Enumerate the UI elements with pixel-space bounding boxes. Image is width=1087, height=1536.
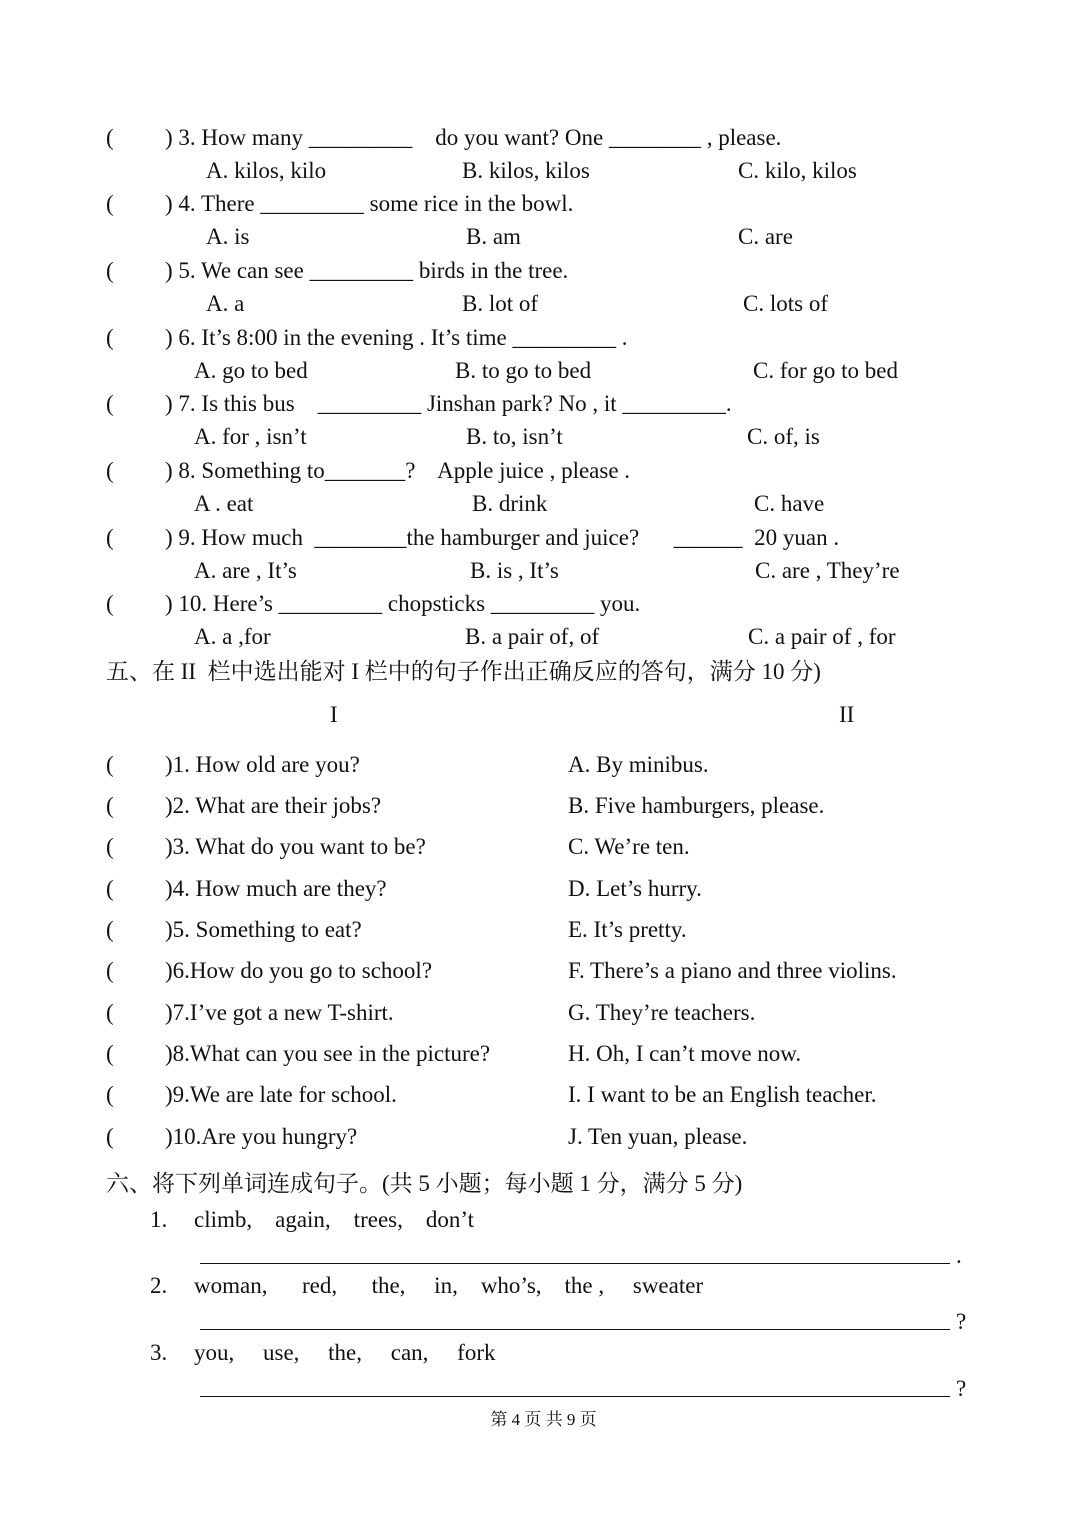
question-paren: ( [106,125,114,150]
match-right-item: C. We’re ten. [568,834,690,859]
match-right-item: D. Let’s hurry. [568,876,702,901]
end-punctuation: ? [956,1376,967,1401]
option-a: A. kilos, kilo [206,158,327,183]
option-a: A. are , It’s [194,558,297,583]
item-number: 2. [150,1273,168,1298]
match-paren: ( [106,752,114,777]
option-b: B. kilos, kilos [462,158,590,183]
column-i-header: I [330,702,338,727]
match-right-item: I. I want to be an English teacher. [568,1082,877,1107]
column-ii-header: II [839,702,855,727]
option-a: A. is [206,224,250,249]
option-c: C. are , They’re [755,558,900,583]
match-left-item: )9.We are late for school. [165,1082,397,1107]
option-c: C. have [754,491,825,516]
answer-line [200,1329,950,1330]
match-left-item: )7.I’ve got a new T-shirt. [165,1000,394,1025]
match-left-item: )10.Are you hungry? [165,1124,358,1149]
option-a: A. go to bed [194,358,308,383]
section-5-title: 五、在 II 栏中选出能对 I 栏中的句子作出正确反应的答句，满分 10 分) [106,659,821,684]
match-right-item: A. By minibus. [568,752,709,777]
question-text: ) 4. There _________ some rice in the bowl. [165,191,574,216]
question-paren: ( [106,191,114,216]
option-c: C. a pair of , for [748,624,896,649]
match-paren: ( [106,793,114,818]
match-paren: ( [106,1041,114,1066]
option-b: B. drink [472,491,548,516]
section-6-title: 六、将下列单词连成句子。(共 5 小题；每小题 1 分，满分 5 分) [106,1171,743,1196]
question-paren: ( [106,525,114,550]
question-paren: ( [106,325,114,350]
option-a: A. a [206,291,245,316]
answer-line [200,1263,950,1264]
option-b: B. to, isn’t [466,424,563,449]
match-left-item: )3. What do you want to be? [165,834,426,859]
option-b: B. to go to bed [455,358,592,383]
match-paren: ( [106,1082,114,1107]
match-left-item: )1. How old are you? [165,752,360,777]
option-c: C. of, is [747,424,820,449]
match-left-item: )6.How do you go to school? [165,958,433,983]
question-text: ) 9. How much ________the hamburger and juice? ______ 20 yuan . [165,525,840,550]
match-paren: ( [106,876,114,901]
question-text: ) 5. We can see _________ birds in the tree. [165,258,569,283]
question-text: ) 10. Here’s _________ chopsticks _________ you. [165,591,641,616]
word-list: woman, red, the, in, who’s, the , sweater [194,1273,704,1298]
end-punctuation: . [956,1243,962,1268]
item-number: 1. [150,1207,168,1232]
question-paren: ( [106,258,114,283]
match-right-item: J. Ten yuan, please. [568,1124,748,1149]
match-right-item: F. There’s a piano and three violins. [568,958,897,983]
match-paren: ( [106,958,114,983]
option-b: B. am [466,224,521,249]
match-left-item: )2. What are their jobs? [165,793,382,818]
question-text: ) 6. It’s 8:00 in the evening . It’s time _________ . [165,325,628,350]
end-punctuation: ? [956,1309,967,1334]
match-paren: ( [106,834,114,859]
option-c: C. lots of [743,291,828,316]
option-a: A . eat [194,491,254,516]
option-b: B. a pair of, of [465,624,600,649]
option-b: B. is , It’s [470,558,559,583]
match-paren: ( [106,1124,114,1149]
question-paren: ( [106,458,114,483]
option-c: C. for go to bed [753,358,899,383]
question-paren: ( [106,591,114,616]
match-paren: ( [106,1000,114,1025]
answer-line [200,1396,950,1397]
match-right-item: E. It’s pretty. [568,917,687,942]
option-b: B. lot of [462,291,539,316]
question-paren: ( [106,391,114,416]
question-text: ) 7. Is this bus _________ Jinshan park? No , it _________. [165,391,732,416]
option-a: A. a ,for [194,624,271,649]
question-text: ) 8. Something to_______? Apple juice , please . [165,458,631,483]
word-list: climb, again, trees, don’t [194,1207,474,1232]
word-list: you, use, the, can, fork [194,1340,496,1365]
option-c: C. are [738,224,793,249]
match-right-item: H. Oh, I can’t move now. [568,1041,802,1066]
match-left-item: )8.What can you see in the picture? [165,1041,491,1066]
page-footer: 第 4 页 共 9 页 [490,1410,597,1429]
option-c: C. kilo, kilos [738,158,857,183]
option-a: A. for , isn’t [194,424,307,449]
match-left-item: )4. How much are they? [165,876,387,901]
question-text: ) 3. How many _________ do you want? One ________ , please. [165,125,782,150]
match-paren: ( [106,917,114,942]
match-right-item: B. Five hamburgers, please. [568,793,825,818]
match-left-item: )5. Something to eat? [165,917,362,942]
item-number: 3. [150,1340,168,1365]
match-right-item: G. They’re teachers. [568,1000,756,1025]
